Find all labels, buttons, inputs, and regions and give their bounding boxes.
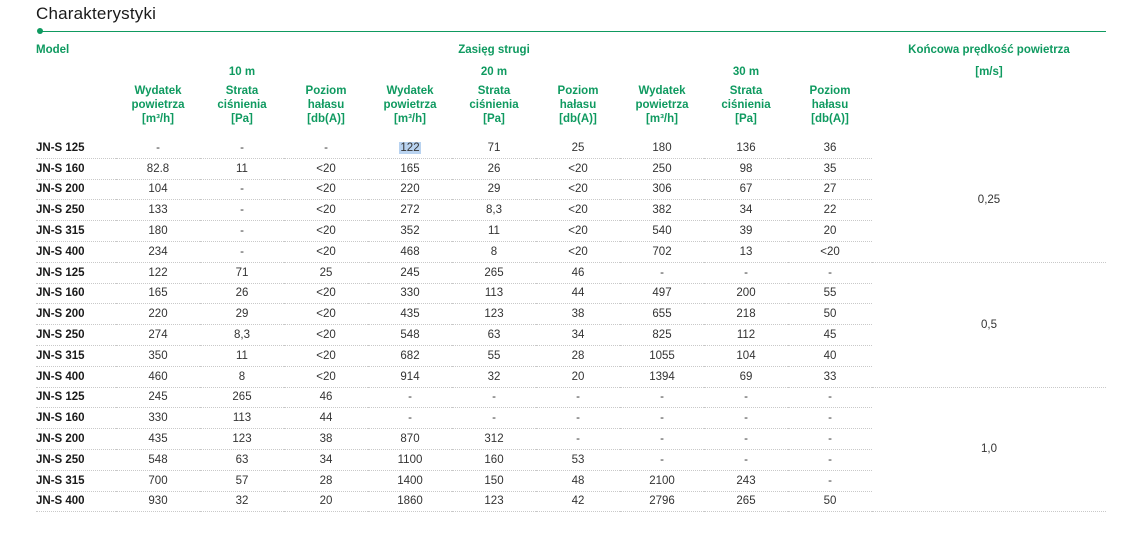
value-cell: 35 [788, 158, 872, 179]
value-cell: - [620, 387, 704, 408]
value-cell: 1055 [620, 345, 704, 366]
value-cell: - [200, 221, 284, 242]
value-cell: 655 [620, 304, 704, 325]
value-cell: <20 [536, 241, 620, 262]
page-title: Charakterystyki [36, 4, 157, 23]
value-cell: 700 [116, 470, 200, 491]
header-spacer [872, 84, 1106, 138]
value-cell: 28 [536, 345, 620, 366]
value-cell: 330 [368, 283, 452, 304]
value-cell: - [704, 429, 788, 450]
model-cell: JN-S 200 [36, 179, 116, 200]
header-row-1 [36, 39, 1106, 65]
value-cell: 40 [788, 345, 872, 366]
value-cell: 20 [284, 491, 368, 512]
header-col-line: Wydatek [638, 85, 686, 97]
value-cell: - [284, 138, 368, 158]
value-cell: 39 [704, 221, 788, 242]
value-cell: - [368, 387, 452, 408]
header-col-pressure-loss [200, 84, 284, 138]
header-col-pressure-loss [704, 84, 788, 138]
value-cell: 113 [200, 408, 284, 429]
value-cell: 38 [536, 304, 620, 325]
value-cell: - [788, 449, 872, 470]
header-col-line: Wydatek [386, 85, 434, 97]
value-cell: 34 [704, 200, 788, 221]
value-cell: <20 [536, 179, 620, 200]
value-cell: 180 [620, 138, 704, 158]
characteristics-table [36, 39, 1106, 512]
value-cell: 36 [788, 138, 872, 158]
model-cell: JN-S 400 [36, 366, 116, 387]
value-cell: <20 [284, 345, 368, 366]
value-cell: 104 [116, 179, 200, 200]
header-col-pressure-loss [452, 84, 536, 138]
value-cell: 825 [620, 325, 704, 346]
header-col-line: Wydatek [134, 85, 182, 97]
value-cell: 180 [116, 221, 200, 242]
value-cell: 468 [368, 241, 452, 262]
header-col-line: Strata [729, 85, 763, 97]
value-cell: 218 [704, 304, 788, 325]
value-cell: <20 [284, 179, 368, 200]
value-cell: 165 [368, 158, 452, 179]
value-cell: - [536, 429, 620, 450]
value-cell: 112 [704, 325, 788, 346]
header-col-line: [Pa] [231, 113, 253, 125]
value-cell: 312 [452, 429, 536, 450]
model-cell: JN-S 315 [36, 470, 116, 491]
header-col-line: Strata [225, 85, 259, 97]
value-cell: 243 [704, 470, 788, 491]
value-cell: 26 [452, 158, 536, 179]
value-cell: <20 [788, 241, 872, 262]
value-cell: 20 [536, 366, 620, 387]
value-cell: 44 [284, 408, 368, 429]
header-col-line: ciśnienia [217, 99, 267, 111]
value-cell: - [200, 138, 284, 158]
model-cell: JN-S 200 [36, 304, 116, 325]
value-cell: 8,3 [452, 200, 536, 221]
value-cell: 548 [116, 449, 200, 470]
model-cell: JN-S 250 [36, 200, 116, 221]
value-cell: 82.8 [116, 158, 200, 179]
header-distance-20: 20 m [480, 66, 508, 78]
value-cell: 8 [452, 241, 536, 262]
value-cell: 870 [368, 429, 452, 450]
model-cell: JN-S 160 [36, 158, 116, 179]
value-cell: 123 [200, 429, 284, 450]
value-cell: 435 [368, 304, 452, 325]
header-col-line: Poziom [557, 85, 599, 97]
header-col-line: Strata [477, 85, 511, 97]
value-cell: - [620, 262, 704, 283]
value-cell: 29 [200, 304, 284, 325]
model-cell: JN-S 160 [36, 408, 116, 429]
model-cell: JN-S 125 [36, 387, 116, 408]
value-cell: - [704, 262, 788, 283]
value-cell: <20 [536, 200, 620, 221]
header-col-line: ciśnienia [469, 99, 519, 111]
value-cell: 1860 [368, 491, 452, 512]
table-row [36, 138, 1106, 158]
model-cell: JN-S 315 [36, 221, 116, 242]
value-cell: 46 [536, 262, 620, 283]
value-cell: 11 [200, 158, 284, 179]
value-cell: - [536, 408, 620, 429]
header-col-noise [788, 84, 872, 138]
value-cell: 38 [284, 429, 368, 450]
value-cell: 34 [284, 449, 368, 470]
value-cell: 34 [536, 325, 620, 346]
header-spacer [36, 84, 116, 138]
value-cell: - [620, 429, 704, 450]
value-cell: 2100 [620, 470, 704, 491]
value-cell: 122 [116, 262, 200, 283]
header-col-line: [db(A)] [307, 113, 345, 125]
value-cell: <20 [536, 158, 620, 179]
value-cell: 28 [284, 470, 368, 491]
header-col-noise [536, 84, 620, 138]
value-cell: <20 [284, 325, 368, 346]
value-cell: 55 [452, 345, 536, 366]
value-cell: 1394 [620, 366, 704, 387]
header-model: Model [36, 44, 70, 56]
value-cell: 98 [704, 158, 788, 179]
model-cell: JN-S 400 [36, 241, 116, 262]
header-col-flow [116, 84, 200, 138]
header-distance-30: 30 m [732, 66, 760, 78]
value-cell: 330 [116, 408, 200, 429]
value-cell: 63 [452, 325, 536, 346]
value-cell: - [452, 408, 536, 429]
value-cell: 382 [620, 200, 704, 221]
value-cell: - [704, 449, 788, 470]
value-cell: 104 [704, 345, 788, 366]
value-cell: 50 [788, 491, 872, 512]
header-end-speed: Końcowa prędkość powietrza [908, 44, 1070, 56]
value-cell: 306 [620, 179, 704, 200]
value-cell: 1100 [368, 449, 452, 470]
value-cell: - [788, 408, 872, 429]
header-col-line: hałasu [811, 99, 849, 111]
model-cell: JN-S 200 [36, 429, 116, 450]
value-cell: 460 [116, 366, 200, 387]
value-cell: - [200, 241, 284, 262]
value-cell: 69 [704, 366, 788, 387]
value-cell: 29 [452, 179, 536, 200]
header-col-line: powietrza [383, 99, 437, 111]
header-col-line: [m³/h] [394, 113, 426, 125]
value-cell: 22 [788, 200, 872, 221]
value-cell: 53 [536, 449, 620, 470]
value-cell: 48 [536, 470, 620, 491]
table-row [36, 387, 1106, 408]
value-cell: 2796 [620, 491, 704, 512]
value-cell: 548 [368, 325, 452, 346]
value-cell: 123 [452, 304, 536, 325]
header-col-line: [m³/h] [142, 113, 174, 125]
value-cell: 50 [788, 304, 872, 325]
value-cell: 350 [116, 345, 200, 366]
header-col-line: [Pa] [735, 113, 757, 125]
header-col-line: powietrza [131, 99, 185, 111]
value-cell: - [200, 179, 284, 200]
value-cell: - [788, 429, 872, 450]
value-cell: <20 [284, 304, 368, 325]
value-cell: 46 [284, 387, 368, 408]
header-row-3 [36, 84, 1106, 138]
title-rule [40, 31, 1106, 32]
model-cell: JN-S 400 [36, 491, 116, 512]
value-cell: 11 [452, 221, 536, 242]
value-cell: 200 [704, 283, 788, 304]
value-cell: - [788, 262, 872, 283]
value-cell: 220 [116, 304, 200, 325]
header-col-noise [284, 84, 368, 138]
value-cell: 8,3 [200, 325, 284, 346]
value-cell: - [452, 387, 536, 408]
value-cell: 55 [788, 283, 872, 304]
value-cell: 497 [620, 283, 704, 304]
header-col-line: [db(A)] [559, 113, 597, 125]
selected-value[interactable]: 122 [400, 141, 420, 154]
value-cell: 63 [200, 449, 284, 470]
value-cell: 250 [620, 158, 704, 179]
value-cell: 165 [116, 283, 200, 304]
value-cell: 540 [620, 221, 704, 242]
value-cell: 32 [200, 491, 284, 512]
value-cell: 265 [704, 491, 788, 512]
value-cell: 27 [788, 179, 872, 200]
value-cell: 33 [788, 366, 872, 387]
value-cell: 160 [452, 449, 536, 470]
value-cell: - [536, 387, 620, 408]
value-cell: 352 [368, 221, 452, 242]
value-cell [368, 138, 452, 158]
value-cell: 274 [116, 325, 200, 346]
value-cell: 123 [452, 491, 536, 512]
value-cell: 32 [452, 366, 536, 387]
header-distance-10: 10 m [228, 66, 256, 78]
header-row-2 [36, 65, 1106, 84]
value-cell: 245 [116, 387, 200, 408]
header-col-line: powietrza [635, 99, 689, 111]
value-cell: - [788, 470, 872, 491]
header-col-line: [db(A)] [811, 113, 849, 125]
header-end-speed-unit: [m/s] [975, 66, 1003, 78]
header-col-line: ciśnienia [721, 99, 771, 111]
header-col-flow [368, 84, 452, 138]
value-cell: 133 [116, 200, 200, 221]
value-cell: 44 [536, 283, 620, 304]
value-cell: - [788, 387, 872, 408]
value-cell: - [620, 449, 704, 470]
value-cell: - [368, 408, 452, 429]
value-cell: <20 [284, 200, 368, 221]
value-cell: 245 [368, 262, 452, 283]
model-cell: JN-S 125 [36, 138, 116, 158]
model-cell: JN-S 160 [36, 283, 116, 304]
value-cell: 25 [536, 138, 620, 158]
value-cell: <20 [284, 158, 368, 179]
header-col-line: Poziom [305, 85, 347, 97]
model-cell: JN-S 125 [36, 262, 116, 283]
header-col-line: [m³/h] [646, 113, 678, 125]
value-cell: 265 [452, 262, 536, 283]
model-cell: JN-S 250 [36, 325, 116, 346]
table-row [36, 262, 1106, 283]
value-cell: 150 [452, 470, 536, 491]
value-cell: 57 [200, 470, 284, 491]
value-cell: 220 [368, 179, 452, 200]
value-cell: - [704, 387, 788, 408]
value-cell: - [620, 408, 704, 429]
table-body [36, 138, 1106, 512]
model-cell: JN-S 315 [36, 345, 116, 366]
value-cell: 8 [200, 366, 284, 387]
end-speed-cell: 1,0 [872, 387, 1106, 512]
value-cell: 67 [704, 179, 788, 200]
value-cell: - [200, 200, 284, 221]
value-cell: 136 [704, 138, 788, 158]
value-cell: 71 [452, 138, 536, 158]
value-cell: 272 [368, 200, 452, 221]
value-cell: 234 [116, 241, 200, 262]
value-cell: 42 [536, 491, 620, 512]
value-cell: 930 [116, 491, 200, 512]
header-col-line: hałasu [559, 99, 597, 111]
value-cell: <20 [284, 283, 368, 304]
value-cell: - [116, 138, 200, 158]
value-cell: 914 [368, 366, 452, 387]
value-cell: 113 [452, 283, 536, 304]
header-col-line: [Pa] [483, 113, 505, 125]
end-speed-cell: 0,5 [872, 262, 1106, 387]
model-cell: JN-S 250 [36, 449, 116, 470]
value-cell: 71 [200, 262, 284, 283]
header-range: Zasięg strugi [458, 44, 530, 56]
value-cell: 702 [620, 241, 704, 262]
value-cell: 265 [200, 387, 284, 408]
value-cell: 20 [788, 221, 872, 242]
header-col-line: hałasu [307, 99, 345, 111]
value-cell: 435 [116, 429, 200, 450]
value-cell: <20 [284, 221, 368, 242]
value-cell: 1400 [368, 470, 452, 491]
value-cell: 25 [284, 262, 368, 283]
header-col-line: Poziom [809, 85, 851, 97]
header-col-flow [620, 84, 704, 138]
value-cell: 682 [368, 345, 452, 366]
end-speed-cell: 0,25 [872, 138, 1106, 262]
value-cell: 13 [704, 241, 788, 262]
value-cell: <20 [536, 221, 620, 242]
value-cell: <20 [284, 366, 368, 387]
value-cell: - [704, 408, 788, 429]
value-cell: 11 [200, 345, 284, 366]
value-cell: 26 [200, 283, 284, 304]
value-cell: 45 [788, 325, 872, 346]
header-spacer [36, 65, 116, 84]
value-cell: <20 [284, 241, 368, 262]
